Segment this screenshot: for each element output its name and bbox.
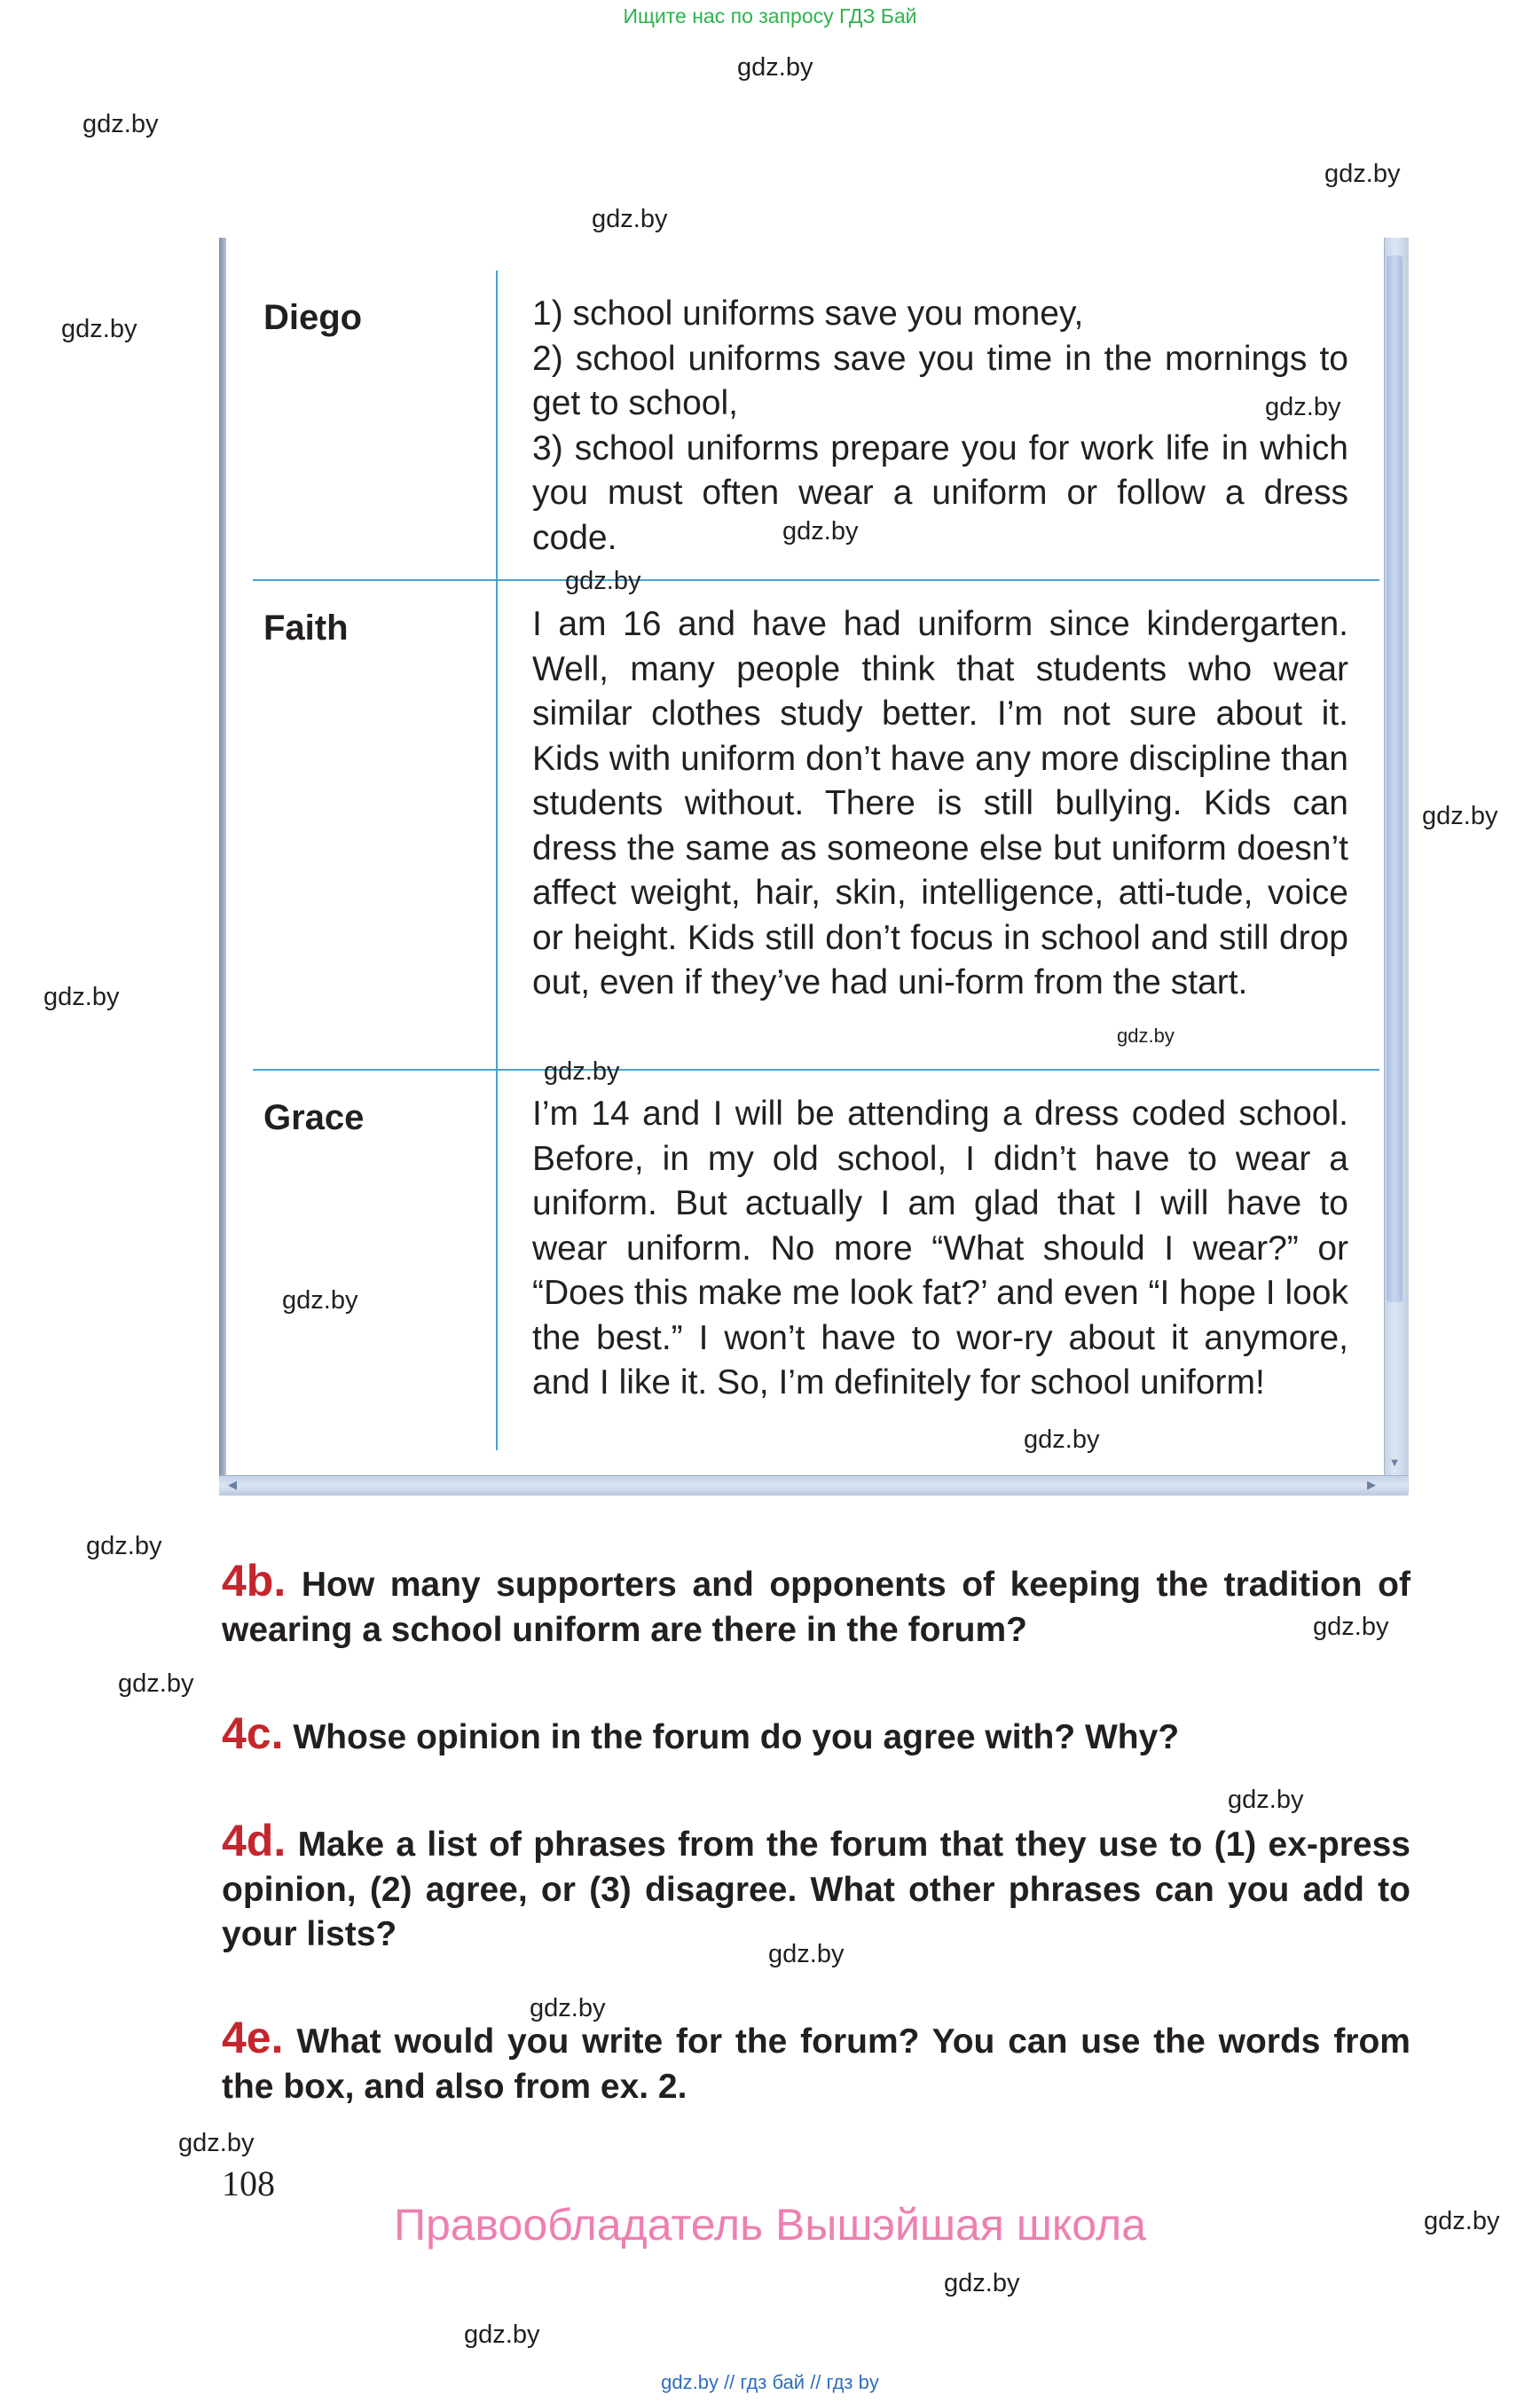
row-divider [253, 579, 1379, 581]
post-text: I am 16 and have had uniform since kindergarten. Well, many people think that students who wear similar clothes study better. I’m not sure about it. Kids with uniform don’t have any more discipline than students without. There is still bullying. Kids can dress the same as someone else but uniform doesn’t affect weight, hair, skin, intelligence, atti-tude, voice or height. Kids still don’t focus in school and still drop out, even if they’ve had uni-form from the start. [532, 605, 1348, 1001]
column-divider [496, 271, 498, 1450]
task-4b [222, 1556, 1410, 1653]
watermark: gdz.by [61, 315, 138, 343]
task-text: What would you write for the forum? You can use the words from the box, and also from ex. 2. [222, 2022, 1410, 2106]
rights-holder: Правообладатель Вышэйшая школа [394, 2200, 1146, 2250]
watermark: gdz.by [1024, 1425, 1100, 1454]
watermark: gdz.by [43, 983, 120, 1011]
task-4c [222, 1708, 1410, 1761]
watermark: gdz.by [944, 2269, 1020, 2297]
watermark: gdz.by [592, 205, 668, 233]
task-number: 4b. [222, 1556, 287, 1606]
watermark: gdz.by [118, 1669, 194, 1698]
watermark: gdz.by [565, 567, 641, 595]
scroll-left-arrow-icon[interactable]: ◀ [228, 1478, 237, 1491]
watermark: gdz.by [544, 1057, 620, 1086]
watermark: gdz.by [1424, 2207, 1500, 2235]
watermark: gdz.by [464, 2321, 540, 2349]
page-number: 108 [222, 2163, 275, 2203]
scroll-right-arrow-icon[interactable]: ▶ [1367, 1478, 1376, 1491]
watermark: gdz.by [82, 110, 159, 138]
watermark: gdz.by [1324, 160, 1401, 188]
post-line: 1) school uniforms save you money, [532, 294, 1084, 333]
forum-post [532, 292, 1348, 561]
row-divider [253, 1069, 1379, 1071]
scroll-down-arrow-icon[interactable]: ▼ [1388, 1456, 1401, 1469]
watermark: gdz.by [86, 1532, 162, 1560]
task-text: Whose opinion in the forum do you agree with? Why? [293, 1718, 1180, 1756]
task-number: 4c. [222, 1708, 284, 1758]
window-left-border [219, 238, 226, 1495]
watermark: gdz.by [530, 1994, 606, 2022]
task-number: 4d. [222, 1816, 287, 1865]
task-4e [222, 2015, 1410, 2109]
task-4d [222, 1818, 1410, 1958]
forum-post [532, 602, 1348, 1006]
watermark: gdz.by [768, 1940, 845, 1968]
watermark: gdz.by [1313, 1613, 1389, 1641]
watermark: gdz.by [782, 517, 859, 546]
watermark: gdz.by [282, 1286, 358, 1315]
watermark: gdz.by [178, 2129, 255, 2157]
watermark: gdz.by [1228, 1786, 1304, 1814]
task-number: 4e. [222, 2013, 284, 2062]
horizontal-scrollbar[interactable] [219, 1475, 1408, 1496]
post-line: 3) school uniforms prepare you for work life in which you must often wear a uniform or follow a dress code. [532, 428, 1348, 557]
scrollbar-thumb[interactable] [1387, 255, 1402, 1302]
post-text: I’m 14 and I will be attending a dress coded school. Before, in my old school, I didn’t have to wear a uniform. But actually I am glad that I will have to wear uniform. No more “What should I wear?” or “Does this make me look fat?’ and even “I hope I look the best.” I won’t have to wor-ry about it anymore, and I like it. So, I’m definitely for school uniform! [532, 1095, 1348, 1402]
poster-name: Grace [263, 1098, 365, 1137]
poster-name: Diego [263, 298, 363, 337]
top-banner[interactable]: Ищите нас по запросу ГДЗ Бай [623, 4, 917, 27]
watermark: gdz.by [1265, 393, 1341, 421]
task-text: Make a list of phrases from the forum that they use to (1) ex-press opinion, (2) agree, or (3) disagree. What other phrases can you add to your lists? [222, 1826, 1410, 1953]
forum-post [532, 1092, 1348, 1406]
watermark: gdz.by [1422, 802, 1498, 830]
poster-name: Faith [263, 609, 349, 648]
task-text: How many supporters and opponents of keeping the tradition of wearing a school uniform are there in the forum? [222, 1566, 1410, 1649]
post-line: 2) school uniforms save you time in the mornings to get to school, [532, 339, 1348, 422]
watermark: gdz.by [1117, 1025, 1175, 1047]
footer-links[interactable]: gdz.by // гдз бай // гдз by [661, 2371, 879, 2393]
watermark: gdz.by [737, 53, 813, 82]
